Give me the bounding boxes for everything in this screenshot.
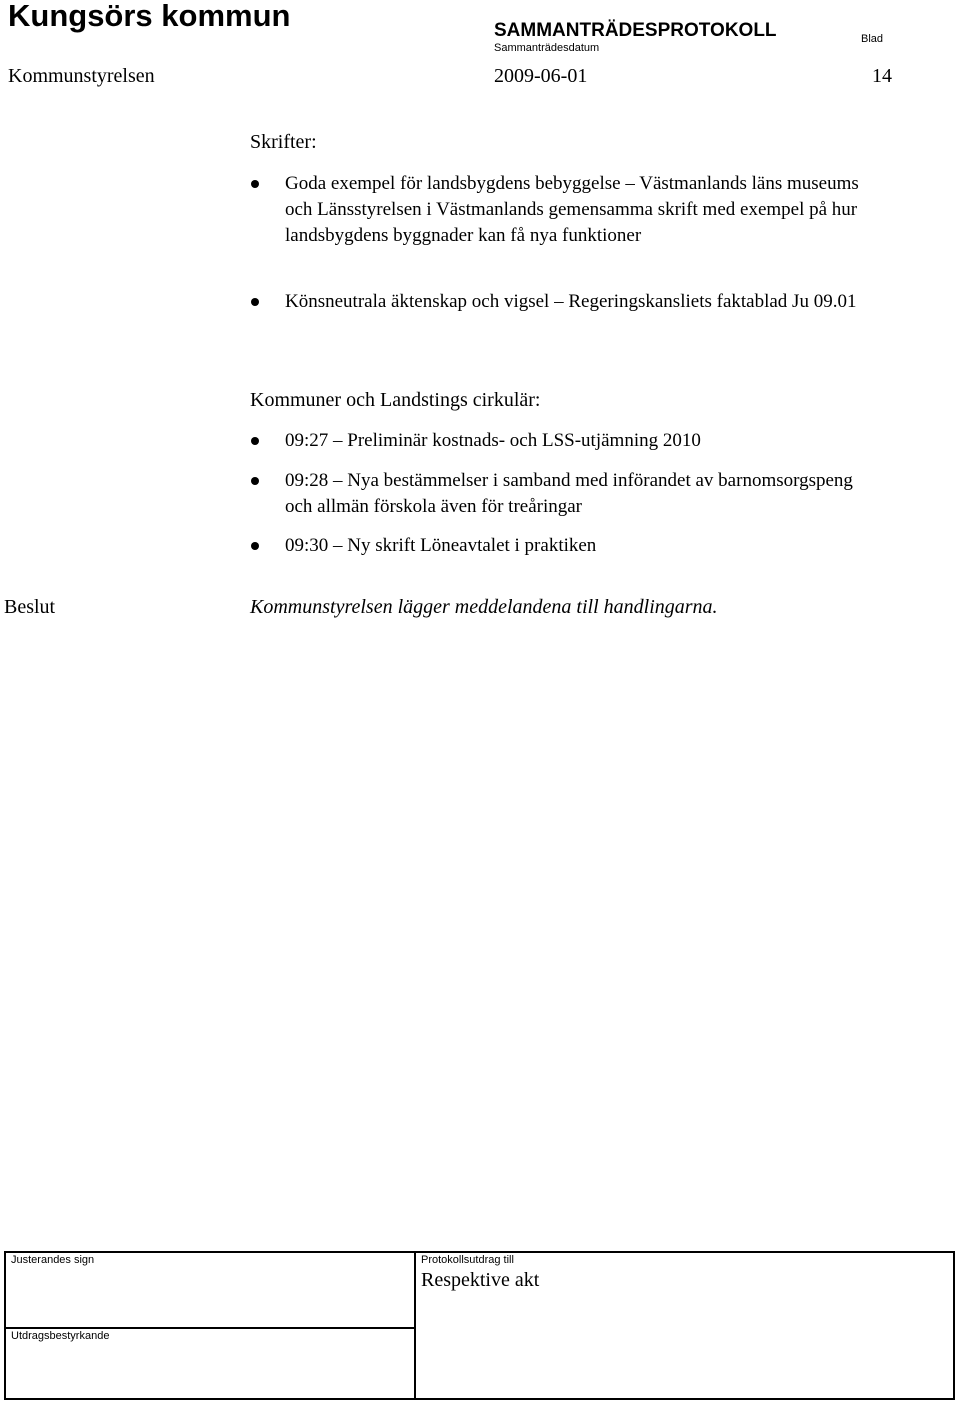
footer-divider (6, 1327, 416, 1329)
bullet-icon (251, 542, 259, 550)
bullet-icon (251, 180, 259, 188)
list-item-text: 09:28 – Nya bestämmelser i samband med införandet av barnomsorgspeng och allmän förskola även för treåringar (285, 470, 853, 517)
body-name: Kommunstyrelsen (8, 65, 155, 87)
list-item-text: Goda exempel för landsbygdens bebyggelse – Västmanlands läns museums och Länsstyrelsen i Västmanlands gemensamma skrift med exempel på hur landsbygdens byggnader kan få nya funktioner (285, 173, 859, 246)
extract-value: Respektive akt (421, 1269, 540, 1291)
bullet-icon (251, 477, 259, 485)
signature-box (4, 1251, 955, 1400)
meeting-date-label: Sammanträdesdatum (494, 42, 600, 54)
page-label: Blad (861, 33, 884, 45)
list-item-text: Könsneutrala äktenskap och vigsel – Regeringskansliets faktablad Ju 09.01 (285, 291, 857, 312)
list-item-text: 09:27 – Preliminär kostnads- och LSS-utjämning 2010 (285, 430, 701, 451)
bullet-icon (251, 437, 259, 445)
decision-label: Beslut (4, 596, 56, 618)
document-type: SAMMANTRÄDESPROTOKOLL (494, 20, 777, 41)
extract-label: Protokollsutdrag till (421, 1254, 514, 1266)
decision-text: Kommunstyrelsen lägger meddelandena till handlingarna. (250, 596, 718, 618)
certifier-label: Utdragsbestyrkande (11, 1330, 110, 1342)
municipality-name: Kungsörs kommun (8, 0, 291, 33)
list-item-text: 09:30 – Ny skrift Löneavtalet i praktiken (285, 535, 597, 556)
writings-heading: Skrifter: (250, 131, 317, 153)
circulars-heading: Kommuner och Landstings cirkulär: (250, 389, 541, 411)
page-number: 14 (872, 65, 892, 87)
signature-label: Justerandes sign (11, 1254, 95, 1266)
meeting-date: 2009-06-01 (494, 65, 588, 87)
bullet-icon (251, 298, 259, 306)
